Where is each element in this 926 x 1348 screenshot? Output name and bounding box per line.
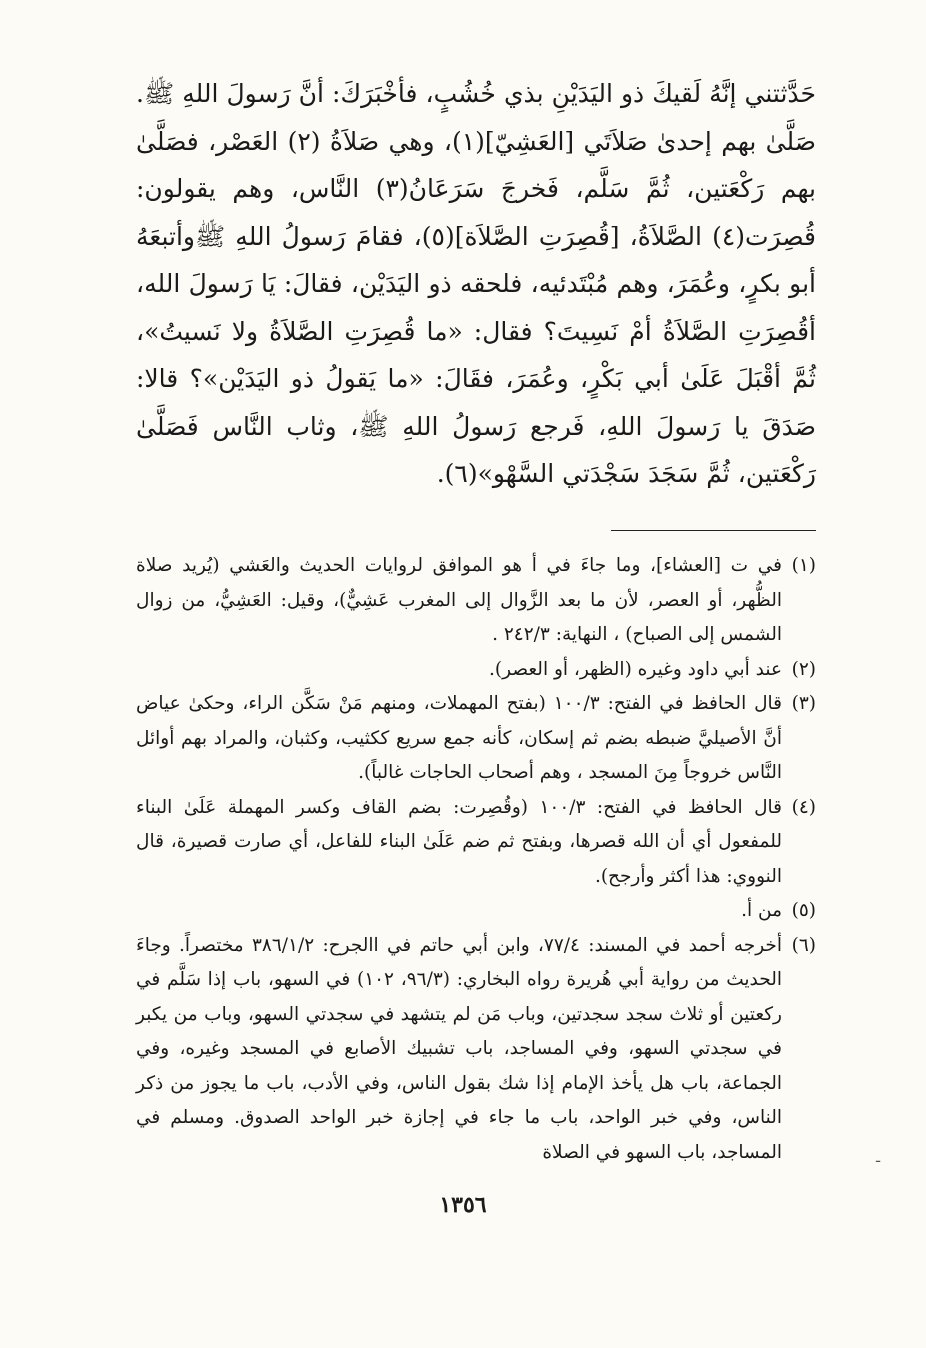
- margin-mark: ـ: [876, 1150, 881, 1166]
- footnote-divider: [611, 530, 816, 531]
- page-body: [136, 70, 816, 1170]
- footnote: [136, 549, 816, 653]
- page-number: ١٣٥٦: [439, 1192, 487, 1218]
- footnote: [136, 791, 816, 895]
- footnote-number: (٢): [791, 658, 816, 680]
- footnotes: [136, 549, 816, 1170]
- footnote-number: (٤): [791, 796, 816, 818]
- footnote: [136, 687, 816, 791]
- footnote-number: (٦): [791, 934, 816, 956]
- footnote-text: في ت [العشاء]، وما جاءَ في أ هو الموافق لروايات الحديث والعَشي (يُريد صلاة الظُّهر، أو العصر، لأن ما بعد الزَّوال إلى المغرب عَشِيٌّ)، وقيل: العَشِيُّ، من زوال الشمس إلى الصباح) ، النهاية: ٢٤٢/٣ .: [136, 555, 782, 645]
- footnote-text: قال الحافظ في الفتح: ١٠٠/٣ (بفتح المهملات، ومنهم مَنْ سَكَّن الراء، وحكىٰ عياض أنَّ الأصيليَّ ضبطه بضم ثم إسكان، كأنه جمع سريع ككثيب، وكثبان، والمراد بهم أوائل النَّاس خروجاً مِنَ المسجد ، وهم أصحاب الحاجات غالباً).: [136, 693, 782, 783]
- footnote-text: عند أبي داود وغيره (الظهر، أو العصر).: [489, 658, 782, 680]
- main-text: حَدَّثتني إنَّهُ لَقيكَ ذو اليَدَيْنِ بذي خُشُبٍ، فأخْبَرَكَ: أنَّ رَسولَ اللهِ ﷺ. صَلَّىٰ بهم إحدىٰ صَلاَتَي [العَشِيّ](١)، وهي صَلاَةُ (٢) العَصْر، فصَلَّىٰ بهم رَكْعَتين، ثُمَّ سَلَّم، فَخرجَ سَرَعَانُ(٣) النَّاس، وهم يقولون: قُصِرَت(٤) الصَّلاَةُ، [قُصِرَتِ الصَّلاَة](٥)، فقامَ رَسولُ اللهِ ﷺوأتبعَهُ أبو بكرٍ، وعُمَرَ، وهم مُبْتَدئيه، فلحقه ذو اليَدَيْن، فقالَ: يَا رَسولَ الله، أقُصِرَتِ الصَّلاَةُ أمْ نَسِيتَ؟ فقال: «ما قُصِرَتِ الصَّلاَةُ ولا نَسيتُ»، ثُمَّ أقْبَلَ عَلَىٰ أبي بَكْرٍ، وعُمَرَ، فقَالَ: «ما يَقولُ ذو اليَدَيْن»؟ قالا: صَدَقَ يا رَسولَ اللهِ، فَرجع رَسولُ اللهِ ﷺ، وثاب النَّاس فَصَلَّىٰ رَكْعَتين، ثُمَّ سَجَدَ سَجْدَتي السَّهْو»(٦).: [136, 79, 816, 488]
- footnote-text: أخرجه أحمد في المسند: ٧٧/٤، وابن أبي حاتم في االجرح: ٣٨٦/١/٢ مختصراً. وجاءَ الحديث من رواية أبي هُريرة رواه البخاري: (٩٦/٣، ١٠٢) في السهو، باب إذا سَلَّم في ركعتين أو ثلاث سجد سجدتين، وباب مَن لم يتشهد في سجدتي السهو، وباب من يكبر في سجدتي السهو، وفي المساجد، باب تشبيك الأصابع في المسجد وغيره، وفي الجماعة، باب هل يأخذ الإمام إذا شك بقول الناس، وفي الأدب، باب ما يجوز من ذكر الناس، وفي خبر الواحد، باب ما جاء في إجازة خبر الواحد الصدوق. ومسلم في المساجد، باب السهو في الصلاة: [136, 934, 783, 1163]
- footnote-number: (١): [791, 555, 816, 576]
- footnote: [136, 929, 816, 1171]
- footnote-text: من أ.: [741, 900, 782, 921]
- footnote-text: قال الحافظ في الفتح: ١٠٠/٣ (وقُصِرت: بضم القاف وكسر المهملة عَلَىٰ البناء للمفعول أي أن الله قصرها، وبفتح ثم ضم عَلَىٰ البناء للفاعل، أي صارت قصيرة، قال النووي: هذا أكثر وأرجح).: [136, 796, 783, 887]
- footnote: [136, 894, 816, 929]
- footnote: [136, 653, 816, 688]
- footnote-number: (٣): [791, 693, 816, 714]
- footnote-number: (٥): [791, 900, 816, 921]
